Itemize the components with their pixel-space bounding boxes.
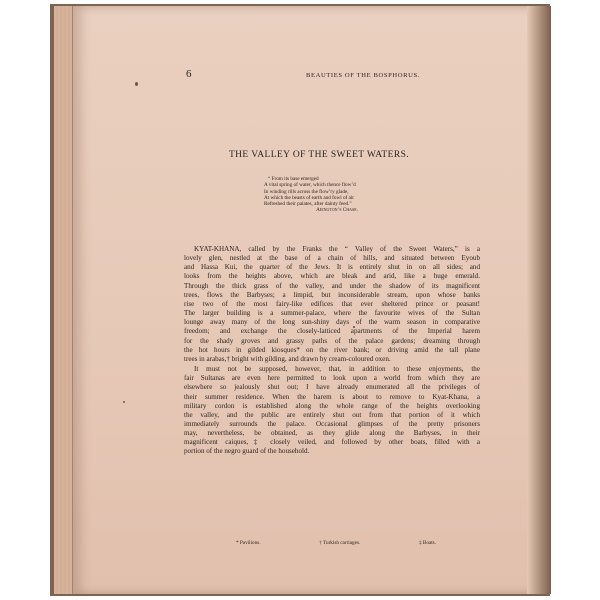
footnotes bbox=[236, 540, 436, 546]
text-line: the valley, and the public are entirely shut out from that portion of it which bbox=[184, 410, 480, 419]
text-line: It must not be supposed, however, that, in addition to these enjoyments, the bbox=[194, 365, 480, 374]
text-line: fair Sultanas are even here permitted to look upon a world from which they are bbox=[184, 374, 480, 383]
chapter-title: THE VALLEY OF THE SWEET WATERS. bbox=[228, 150, 410, 160]
text-line: for the shady groves and grassy paths of the palace gardens; dreaming through bbox=[184, 336, 480, 345]
running-title: BEAUTIES OF THE BOSPHORUS. bbox=[305, 72, 420, 79]
epigraph-line: At which the beasts of earth and fowl of air bbox=[264, 194, 355, 201]
body-text bbox=[184, 245, 480, 457]
foxing-spot bbox=[135, 82, 138, 86]
text-line: may, nevertheless, be obtained, as they glide along the Barbyses, in their bbox=[184, 429, 480, 438]
page-gutter-shadow bbox=[527, 6, 551, 594]
footnote: ‡ Boats. bbox=[418, 540, 436, 546]
page-number: 6 bbox=[186, 68, 192, 80]
epigraph-source: Aeington’s Chase. bbox=[316, 207, 358, 214]
text-line: the hot hours in gilded kiosques* on the river bank; or driving amid the tall plane bbox=[184, 345, 480, 354]
text-line: rise two of the most fairy-like edifices that ever sheltered prince or peasant! bbox=[184, 299, 480, 308]
text-line: their summer residence. When the harem is about to remove to Kyat-Khana, a bbox=[184, 392, 480, 401]
footnote: * Pavilions. bbox=[236, 540, 261, 546]
foxing-spot bbox=[123, 401, 125, 403]
paragraph bbox=[184, 245, 480, 364]
text-line: lounge away many of the long sun-shiny days of the warm season in comparative bbox=[184, 318, 480, 327]
text-line: trees, flows the Barbyses; a limpid, but inconsiderable stream, upon whose banks bbox=[184, 290, 480, 299]
text-line: immediately surrounds the palace. Occasional glimpses of the pretty prisoners bbox=[184, 419, 480, 428]
epigraph-line: A vital spring of water, which thence flow’d bbox=[264, 182, 356, 189]
text-line: looks from the heights above, which are bleak and arid, like a huge emerald. bbox=[184, 272, 480, 281]
paragraph bbox=[184, 365, 480, 457]
text-line: KYAT-KHANA, called by the Franks the “ Valley of the Sweet Waters,” is a bbox=[194, 245, 480, 253]
text-line: magnificent caiques,‡ closely veiled, and followed by other boats, filled with a bbox=[184, 438, 480, 447]
epigraph bbox=[264, 176, 444, 214]
text-line: trees in arabas,† bright with gilding, and drawn by cream-coloured oxen. bbox=[184, 354, 391, 363]
text-line: freedom; and exchange the closely-latticed apartments of the Imperial harem bbox=[184, 327, 480, 336]
epigraph-line: “ From its base emerged bbox=[268, 176, 319, 182]
text-line: The larger building is a summer-palace, where the favourite wives of the Sultan bbox=[184, 309, 480, 318]
text-line: lovely glen, nestled at the base of a chain of hills, and situated between Eyoub bbox=[184, 254, 480, 263]
footnote: † Turkish carriages. bbox=[319, 540, 361, 546]
running-head bbox=[186, 68, 476, 80]
text-line: and Hassa Kui, the quarter of the Jews. It is entirely shut in on all sides; and bbox=[184, 263, 480, 272]
text-line: military cordon is established along the whole range of the heights overlooking bbox=[184, 401, 480, 410]
epigraph-line: In winding rills across the flow’ry glade, bbox=[264, 188, 349, 195]
epigraph-line: Refreshed their palates, after dainty feed.” bbox=[264, 201, 352, 208]
text-line: Through the thick grass of the valley, and under the shadow of its magnificent bbox=[184, 281, 480, 290]
text-line: portion of the negro guard of the household. bbox=[184, 447, 310, 456]
text-line: elsewhere so jealously shut out; I have already enumerated all the privileges of bbox=[184, 383, 480, 392]
